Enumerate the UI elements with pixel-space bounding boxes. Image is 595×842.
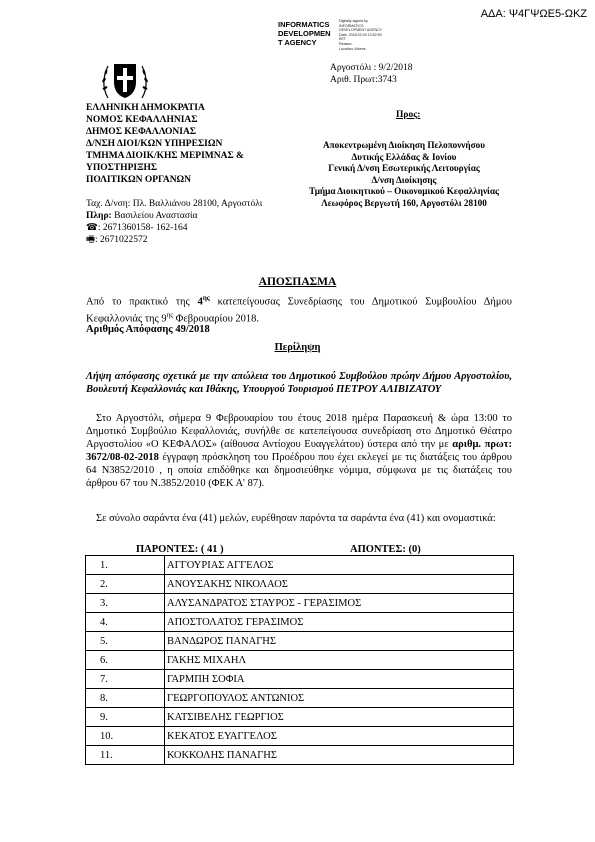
member-number: 5. <box>86 632 165 651</box>
table-row <box>86 613 514 632</box>
member-number: 11. <box>86 746 165 765</box>
signature-detail-line: Digitally signed by <box>339 19 368 23</box>
member-name: ΒΑΝΔΩΡΟΣ ΠΑΝΑΓΗΣ <box>165 632 514 651</box>
signature-org-line: T AGENCY <box>278 38 317 47</box>
contact-phone-number: : 2671360158- 162-164 <box>97 223 188 233</box>
organization-block <box>86 102 244 186</box>
decision-subject: Λήψη απόφασης σχετικά με την απώλεια του Δημοτικού Συμβούλου πρώην Δήμου Αργοστολίου, Βουλευτή Κεφαλλονιάς και Ιθάκης, Υπουργού Τουρισμού ΠΕΤΡΟΥ ΑΛΙΒΙΖΑΤΟΥ <box>86 371 512 395</box>
table-row <box>86 556 514 575</box>
signature-org-line: DEVELOPMEN <box>278 29 331 38</box>
signature-organization <box>278 20 331 47</box>
recipient-label: Προς: <box>396 110 421 120</box>
date-suffix: ης <box>166 310 174 319</box>
contact-address: Ταχ. Δ/νση: Πλ. Βαλλιάνου 28100, Αργοστόλι <box>86 199 263 209</box>
contact-info-value: Βασιλείου Αναστασία <box>114 211 198 221</box>
phone-icon: ☎ <box>86 223 98 233</box>
fax-icon: 🖷 <box>86 235 95 245</box>
table-row <box>86 727 514 746</box>
member-number: 7. <box>86 670 165 689</box>
summary-heading: Περίληψη <box>274 342 321 353</box>
document-meta <box>330 62 412 86</box>
minutes-paragraph <box>86 292 512 325</box>
document-title: ΑΠΟΣΠΑΣΜΑ <box>258 276 337 288</box>
member-name: ΑΛΥΣΑΝΔΡΑΤΟΣ ΣΤΑΥΡΟΣ - ΓΕΡΑΣΙΜΟΣ <box>165 594 514 613</box>
contact-block <box>86 198 262 246</box>
org-line: Δ/ΝΣΗ ΔΙΟΙ/ΚΩΝ ΥΠΗΡΕΣΙΩΝ <box>86 139 223 149</box>
member-name: ΑΝΟΥΣΑΚΗΣ ΝΙΚΟΛΑΟΣ <box>165 575 514 594</box>
signature-detail-line: Reason: <box>339 41 353 46</box>
table-row <box>86 594 514 613</box>
org-line: ΥΠΟΣΤΗΡΙΞΗΣ <box>86 163 158 173</box>
member-number: 2. <box>86 575 165 594</box>
member-name: ΑΠΟΣΤΟΛΑΤΟΣ ΓΕΡΑΣΙΜΟΣ <box>165 613 514 632</box>
contact-fax <box>86 234 262 246</box>
table-row <box>86 746 514 765</box>
session-number-suffix: ης <box>202 294 210 302</box>
contact-info <box>86 210 262 222</box>
org-line: ΝΟΜΟΣ ΚΕΦΑΛΛΗΝΙΑΣ <box>86 115 198 125</box>
recipient-line: Γενική Δ/νση Εσωτερικής Λειτουργίας <box>328 163 480 173</box>
member-number: 8. <box>86 689 165 708</box>
signature-detail-line: INFORMATICS <box>339 23 364 28</box>
present-label: ΠΑΡΟΝΤΕΣ: ( 41 ) <box>136 544 224 555</box>
recipient-line: Δυτικής Ελλάδας & Ιονίου <box>351 151 457 162</box>
recipient-line: Λεωφόρος Βεργωτή 160, Αργοστόλι 28100 <box>321 197 487 208</box>
member-name: ΓΑΚΗΣ ΜΙΧΑΗΛ <box>165 651 514 670</box>
session-text-b: έγγραφη πρόσκληση του Προέδρου που έχει εκλεγεί με τις διατάξεις του άρθρου 64 Ν3852/2010 , η οποία επιδόθηκε και δημοσιεύθηκε νόμιμα, σύμφωνα με τις διατάξεις του άρθρου 67 του Ν.3852/2010 (ΦΕΚ Α' 87). <box>86 452 512 489</box>
minutes-text-b: κατεπείγουσας Συνεδρίασης του Δημοτικού Συμβουλίου Δήμου Κεφαλλονιάς της 9 <box>86 296 512 324</box>
member-number: 1. <box>86 556 165 575</box>
signature-detail-line: EET <box>339 37 346 42</box>
ada-code: ΑΔΑ: Ψ4ΓΨΩΕ5-ΩΚΖ <box>480 8 587 20</box>
org-line: ΤΜΗΜΑ ΔΙΟΙΚ/ΚΗΣ ΜΕΡΙΜΝΑΣ & <box>86 151 244 161</box>
member-number: 3. <box>86 594 165 613</box>
signature-org-line: INFORMATICS <box>278 20 330 29</box>
member-number: 10. <box>86 727 165 746</box>
session-number: 4 <box>197 296 203 308</box>
member-number: 4. <box>86 613 165 632</box>
org-line: ΕΛΛΗΝΙΚΗ ΔΗΜΟΚΡΑΤΙΑ <box>86 103 205 113</box>
member-number: 9. <box>86 708 165 727</box>
decision-number: Αριθμός Απόφασης 49/2018 <box>86 324 210 335</box>
absent-label: ΑΠΟΝΤΕΣ: (0) <box>350 544 421 555</box>
document-date: Αργοστόλι : 9/2/2018 <box>330 63 413 73</box>
org-line: ΔΗΜΟΣ ΚΕΦΑΛΛΟΝΙΑΣ <box>86 127 197 137</box>
table-row <box>86 632 514 651</box>
invitation-protocol: αριθμ. πρωτ: 3672/08-02-2018 <box>86 439 512 463</box>
table-row <box>86 708 514 727</box>
member-name: ΓΕΩΡΓΟΠΟΥΛΟΣ ΑΝΤΩΝΙΟΣ <box>165 689 514 708</box>
table-row <box>86 575 514 594</box>
member-number: 6. <box>86 651 165 670</box>
contact-fax-number: : 2671022572 <box>94 235 148 245</box>
recipient-address <box>288 140 520 209</box>
org-line: ΠΟΛΙΤΙΚΩΝ ΟΡΓΑΝΩΝ <box>86 175 192 185</box>
protocol-number: Αριθ. Πρωτ:3743 <box>330 75 397 85</box>
table-row <box>86 670 514 689</box>
member-name: ΓΑΡΜΠΗ ΣΟΦΙΑ <box>165 670 514 689</box>
member-name: ΚΕΚΑΤΟΣ ΕΥΑΓΓΕΛΟΣ <box>165 727 514 746</box>
recipient-line: Δ/νση Διοίκησης <box>371 174 437 185</box>
member-name: ΚΑΤΣΙΒΕΛΗΣ ΓΕΩΡΓΙΟΣ <box>165 708 514 727</box>
member-name: ΑΓΓΟΥΡΙΑΣ ΑΓΓΕΛΟΣ <box>165 556 514 575</box>
recipient-line: Τμήμα Διοικητικού – Οικονομικού Κεφαλληνίας <box>309 186 499 196</box>
table-row <box>86 651 514 670</box>
signature-details <box>339 19 382 51</box>
session-paragraph <box>86 412 512 490</box>
signature-detail-line: DEVELOPMENT AGENCY <box>339 28 383 33</box>
greek-emblem-icon <box>100 58 150 102</box>
table-row <box>86 689 514 708</box>
contact-phone <box>86 222 262 234</box>
members-table <box>85 555 514 765</box>
attendance-paragraph: Σε σύνολο σαράντα ένα (41) μελών, ευρέθησαν παρόντα τα σαράντα ένα (41) και ονομαστικά: <box>96 513 496 524</box>
signature-detail-line: Date: 2018.02.09 13:52:59 <box>339 32 382 37</box>
signature-detail-line: Location: Athens <box>339 46 366 51</box>
member-name: ΚΟΚΚΟΛΗΣ ΠΑΝΑΓΗΣ <box>165 746 514 765</box>
recipient-line: Αποκεντρωμένη Διοίκηση Πελοποννήσου <box>323 140 485 150</box>
minutes-text-c: Φεβρουαρίου 2018. <box>173 313 260 324</box>
minutes-text-a: Από το πρακτικό της <box>86 296 198 308</box>
session-text-a: Στο Αργοστόλι, σήμερα 9 Φεβρουαρίου του έτους 2018 ημέρα Παρασκευή & ώρα 13:00 το Δημοτικό Συμβούλιο Κεφαλλονιάς, συνήλθε σε κατεπείγουσα συνεδρίαση στο Δημοτικό Θέατρο Αργοστολίου «Ο ΚΕΦΑΛΟΣ» (αίθουσα Αντίοχου Ευαγγελάτου) ύστερα από την με <box>86 413 512 450</box>
contact-info-label: Πληρ: <box>86 211 112 221</box>
